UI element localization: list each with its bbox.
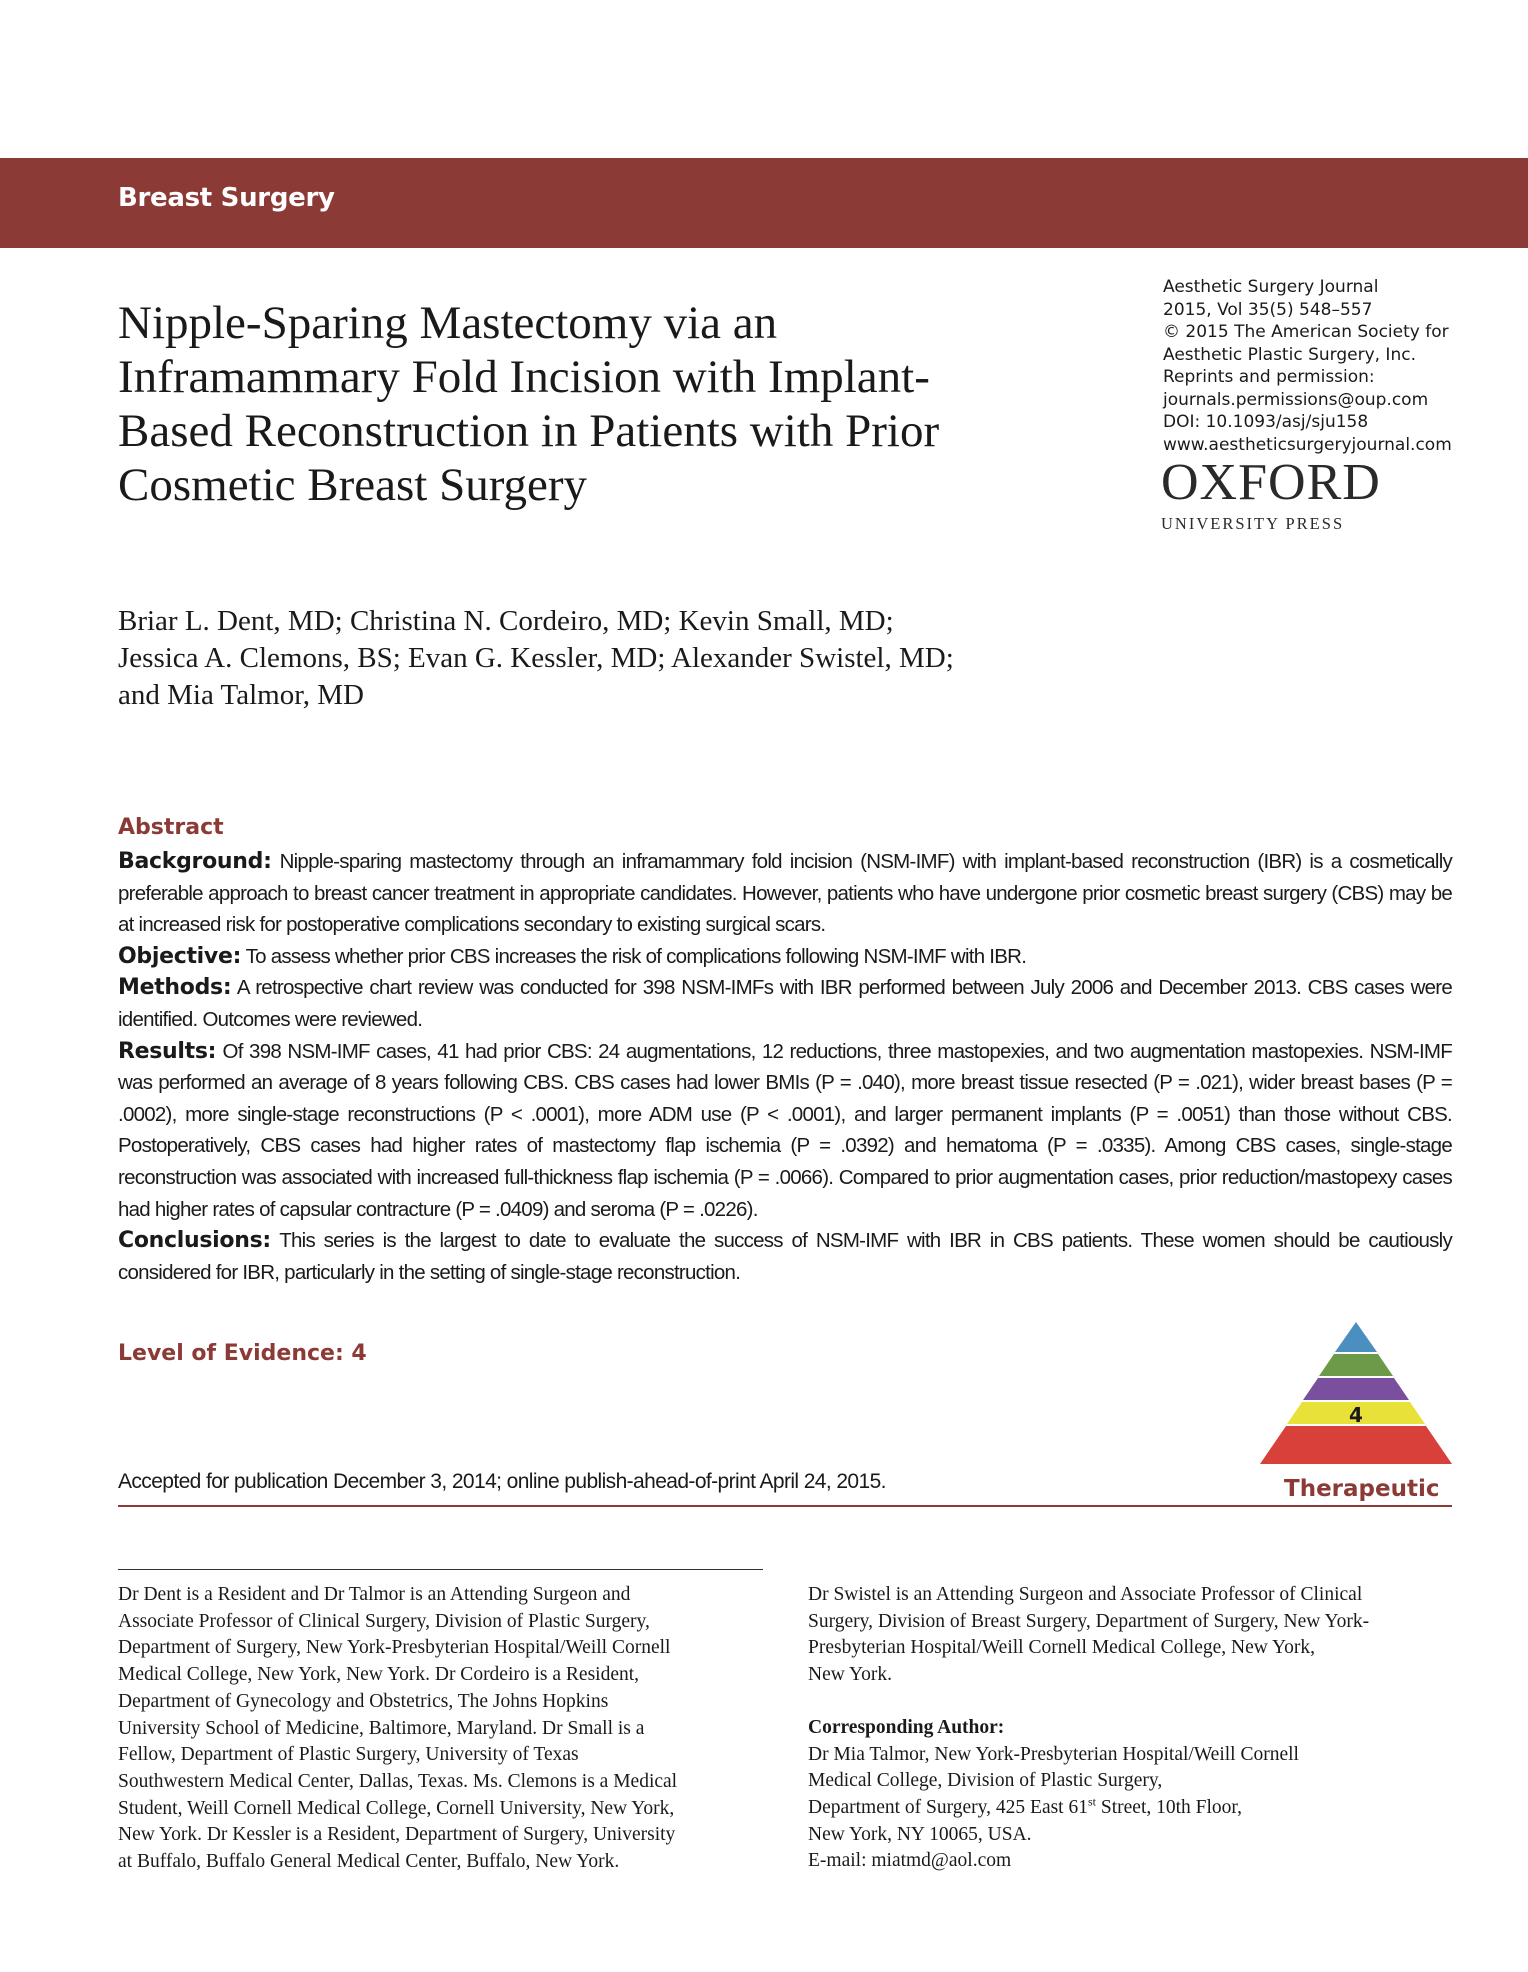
affiliation-line: New York. Dr Kessler is a Resident, Department of Surgery, University (118, 1824, 676, 1846)
title-line: Nipple-Sparing Mastectomy via an (118, 297, 778, 349)
methods-text: A retrospective chart review was conducted for 398 NSM-IMFs with IBR performed between July 2006 and December 2013. CBS cases were identified. Outcomes were reviewed. (118, 976, 1452, 1031)
journal-info-line: Aesthetic Plastic Surgery, Inc. (1163, 344, 1416, 365)
objective-text: To assess whether prior CBS increases the risk of complications following NSM-IMF with IBR. (241, 944, 1027, 968)
affiliation-line: Student, Weill Cornell Medical College, Cornell University, New York, (118, 1797, 675, 1819)
affiliation-line: Department of Surgery, New York-Presbyterian Hospital/Weill Cornell (118, 1637, 671, 1659)
affiliation-line: Fellow, Department of Plastic Surgery, University of Texas (118, 1744, 579, 1766)
journal-info-line: © 2015 The American Society for (1163, 322, 1449, 342)
pyramid-tier-3 (1303, 1378, 1409, 1400)
affiliation-line: Department of Gynecology and Obstetrics, The Johns Hopkins (118, 1690, 609, 1712)
affiliation-line: Presbyterian Hospital/Weill Cornell Medical College, New York, (808, 1637, 1315, 1659)
background-text: Nipple-sparing mastectomy through an inframammary fold incision (NSM-IMF) with implant-based reconstruction (IBR) is a cosmetically preferable approach to breast cancer treatment in appropriate candidates. However, patients who have undergone prior cosmetic breast surgery (CBS) may be at increased risk for postoperative complications secondary to existing surgical scars. (118, 850, 1452, 937)
publisher-subname: UNIVERSITY PRESS (1161, 514, 1345, 533)
section-label: Breast Surgery (118, 183, 335, 213)
affiliations-left (118, 1582, 768, 1876)
affiliation-line: Dr Swistel is an Attending Surgeon and Associate Professor of Clinical (808, 1584, 1363, 1605)
results-label: Results: (118, 1038, 217, 1064)
objective-label: Objective: (118, 943, 242, 969)
address-text: Department of Surgery, 425 East 61 (808, 1796, 1088, 1818)
level-of-evidence: Level of Evidence: 4 (118, 1341, 367, 1366)
abstract-objective (118, 941, 1452, 973)
footnote-rule (118, 1569, 763, 1570)
abstract-body (118, 846, 1452, 1288)
affiliation-line: Southwestern Medical Center, Dallas, Texas. Ms. Clemons is a Medical (118, 1770, 678, 1792)
affiliation-line: New York. (808, 1664, 892, 1686)
doi-line[interactable]: DOI: 10.1093/asj/sju158 (1163, 412, 1369, 432)
permissions-email[interactable]: journals.permissions@oup.com (1163, 389, 1429, 410)
affiliation-line: University School of Medicine, Baltimore, Maryland. Dr Small is a (118, 1717, 645, 1739)
abstract-background (118, 846, 1452, 941)
corresponding-line: Dr Mia Talmor, New York-Presbyterian Hospital/Weill Cornell (808, 1743, 1299, 1765)
author-line: and Mia Talmor, MD (118, 679, 364, 711)
evidence-category: Therapeutic (1284, 1476, 1440, 1502)
affiliation-line: Dr Dent is a Resident and Dr Talmor is an Attending Surgeon and (118, 1584, 631, 1605)
address-text-end: Street, 10th Floor, (1096, 1796, 1243, 1818)
article-title (118, 296, 1058, 512)
corresponding-city: New York, NY 10065, USA. (808, 1823, 1032, 1845)
evidence-pyramid-icon (1256, 1318, 1456, 1474)
abstract-heading: Abstract (118, 815, 224, 840)
title-line: Based Reconstruction in Patients with Prior (118, 405, 940, 457)
affiliation-line: Associate Professor of Clinical Surgery, Division of Plastic Surgery, (118, 1610, 650, 1632)
journal-url[interactable]: www.aestheticsurgeryjournal.com (1163, 434, 1452, 455)
pyramid-tier-2 (1319, 1354, 1393, 1376)
methods-label: Methods: (118, 975, 232, 1001)
title-line: Cosmetic Breast Surgery (118, 459, 588, 511)
abstract-results (118, 1036, 1452, 1226)
publisher-logo (1161, 454, 1381, 534)
conclusions-label: Conclusions: (118, 1228, 271, 1254)
corresponding-author-heading: Corresponding Author: (808, 1716, 1005, 1738)
journal-info-line: Reprints and permission: (1163, 367, 1375, 387)
corresponding-line: Medical College, Division of Plastic Surgery, (808, 1770, 1163, 1792)
publisher-name: OXFORD (1161, 454, 1381, 511)
title-line: Inframammary Fold Incision with Implant- (118, 351, 930, 403)
affiliation-line: Medical College, New York, New York. Dr Cordeiro is a Resident, (118, 1664, 640, 1686)
affiliations-right (808, 1582, 1468, 1875)
corresponding-email[interactable]: E-mail: miatmd@aol.com (808, 1850, 1012, 1872)
acceptance-note: Accepted for publication December 3, 2014; online publish-ahead-of-print April 24, 2015. (118, 1470, 886, 1493)
abstract-methods (118, 972, 1452, 1035)
journal-info-line: Aesthetic Surgery Journal (1163, 277, 1379, 297)
pyramid-tier-1 (1335, 1322, 1377, 1352)
corresponding-address (808, 1795, 1468, 1822)
divider-rule (118, 1505, 1452, 1507)
affiliation-line: Surgery, Division of Breast Surgery, Department of Surgery, New York- (808, 1610, 1370, 1632)
pyramid-tier-5 (1260, 1426, 1452, 1464)
journal-info-line: 2015, Vol 35(5) 548–557 (1163, 299, 1373, 320)
abstract-conclusions (118, 1225, 1452, 1288)
background-label: Background: (118, 849, 272, 874)
author-list (118, 603, 1118, 714)
journal-info (1163, 276, 1503, 456)
address-superscript: st (1087, 1794, 1096, 1809)
results-text: Of 398 NSM-IMF cases, 41 had prior CBS: 24 augmentations, 12 reductions, three mastopexies, and two augmentation mastopexies. NSM-IMF was performed an average of 8 years following CBS. CBS cases had lower BMIs (P = .040), more breast tissue resected (P = .021), wider breast bases (P = .0002), more single-stage reconstructions (P < .0001), more ADM use (P < .0001), and larger permanent implants (P = .0051) than those without CBS. Postoperatively, CBS cases had higher rates of mastectomy flap ischemia (P = .0392) and hematoma (P = .0335). Among CBS cases, single-stage reconstruction was associated with increased full-thickness flap ischemia (P = .0066). Compared to prior augmentation cases, prior reduction/mastopexy cases had higher rates of capsular contracture (P = .0409) and seroma (P = .0226). (118, 1039, 1452, 1221)
author-line: Briar L. Dent, MD; Christina N. Cordeiro, MD; Kevin Small, MD; (118, 605, 894, 637)
pyramid-level-number: 4 (1349, 1403, 1363, 1427)
author-line: Jessica A. Clemons, BS; Evan G. Kessler, MD; Alexander Swistel, MD; (118, 642, 954, 674)
affiliation-line: at Buffalo, Buffalo General Medical Center, Buffalo, New York. (118, 1851, 620, 1873)
conclusions-text: This series is the largest to date to evaluate the success of NSM-IMF with IBR in CBS patients. These women should be cautiously considered for IBR, particularly in the setting of single-stage reconstruction. (118, 1229, 1452, 1284)
